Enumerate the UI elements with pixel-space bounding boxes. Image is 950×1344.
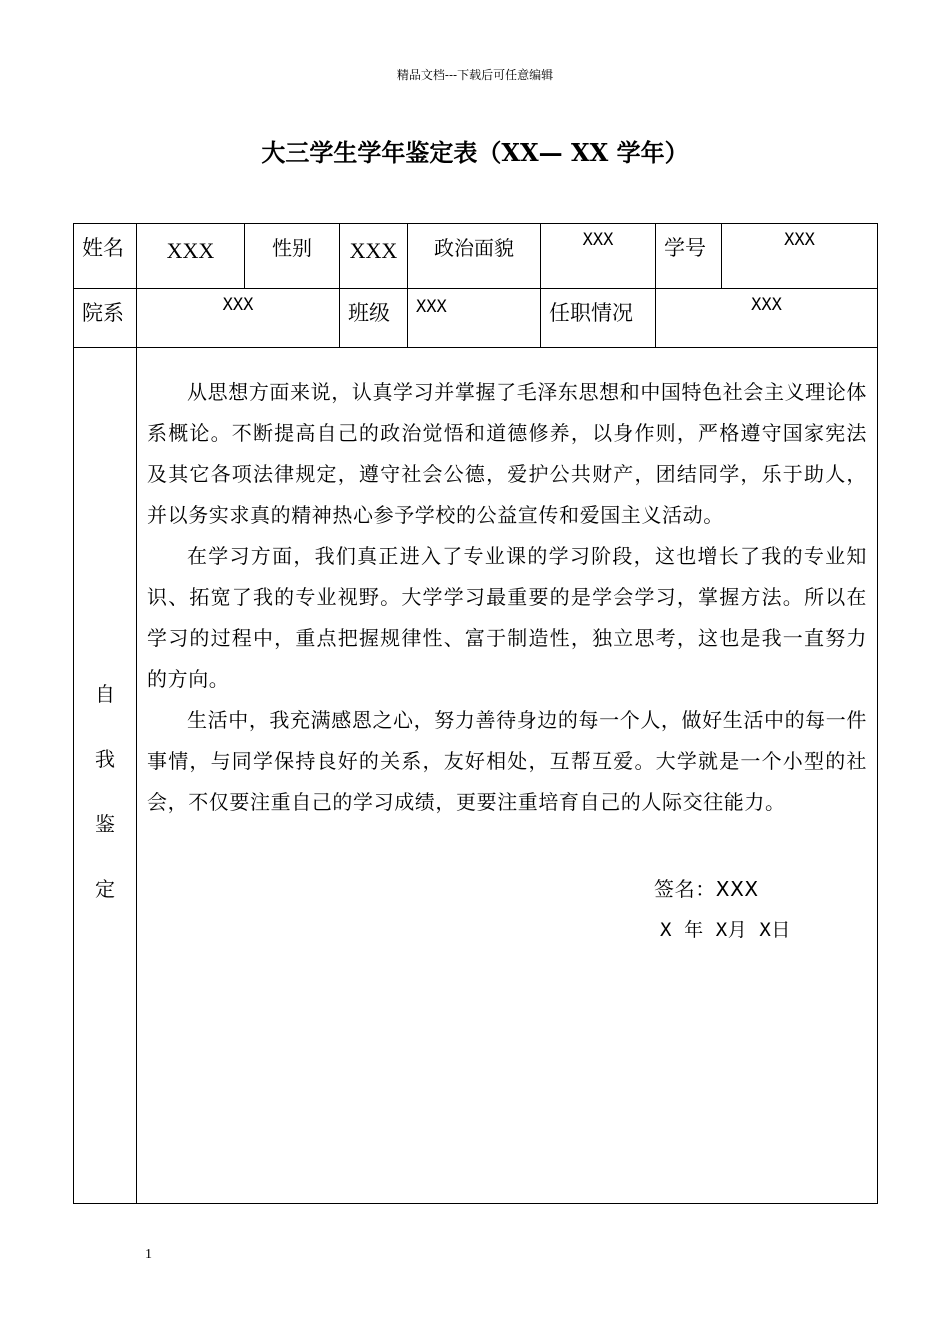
gender-value[interactable]: XXX (340, 224, 408, 289)
form-row-basic-info (74, 224, 878, 289)
paragraph-life: 生活中，我充满感恩之心，努力善待身边的每一个人，做好生活中的每一件事情，与同学保持良好的关系，友好相处，互帮互爱。大学就是一个小型的社会，不仅要注重自己的学习成绩，更要注重培育自己的人际交往能力。 (147, 708, 867, 814)
politics-label: 政治面貌 (408, 224, 541, 289)
signature-block (147, 869, 867, 951)
header-note: 精品文档---下载后可任意编辑 (396, 68, 554, 82)
gender-label: 性别 (245, 224, 340, 289)
name-label: 姓名 (74, 224, 137, 289)
self-eval-content (137, 348, 877, 951)
class-value[interactable]: XXX (408, 289, 541, 348)
paragraph-thought: 从思想方面来说，认真学习并掌握了毛泽东思想和中国特色社会主义理论体系概论。不断提高自己的政治觉悟和道德修养，以身作则，严格遵守国家宪法及其它各项法律规定，遵守社会公德，爱护公共财产，团结同学，乐于助人，并以务实求真的精神热心参予学校的公益宣传和爱国主义活动。 (147, 380, 867, 527)
self-eval-label-char: 定 (95, 876, 115, 901)
position-value[interactable]: XXX (656, 289, 878, 348)
self-eval-label-char: 鉴 (95, 811, 115, 836)
form-row-self-evaluation (74, 348, 878, 1204)
signature-line: 签名：XXX (654, 877, 759, 901)
self-eval-label-char: 自 (95, 681, 115, 706)
page-number: 1 (145, 1247, 152, 1262)
student-id-value[interactable]: XXX (722, 224, 878, 289)
paragraph-study: 在学习方面，我们真正进入了专业课的学习阶段，这也增长了我的专业知识、拓宽了我的专业视野。大学学习最重要的是学会学习，掌握方法。所以在学习的过程中，重点把握规律性、富于制造性，独立思考，这也是我一直努力的方向。 (147, 544, 867, 691)
evaluation-form (73, 223, 878, 1204)
name-value[interactable]: XXX (137, 224, 245, 289)
position-label: 任职情况 (541, 289, 656, 348)
self-eval-content-cell[interactable] (137, 348, 878, 1204)
form-row-affiliation (74, 289, 878, 348)
dept-value[interactable]: XXX (137, 289, 340, 348)
self-eval-label-char: 我 (95, 746, 115, 771)
date-line: X 年 X月 X日 (660, 919, 792, 941)
self-eval-label-cell (74, 348, 137, 1204)
page-title: 大三学生学年鉴定表（XX— XX 学年） (261, 138, 689, 167)
politics-value[interactable]: XXX (541, 224, 656, 289)
student-id-label: 学号 (656, 224, 722, 289)
self-eval-vertical-label (74, 348, 136, 1203)
class-label: 班级 (340, 289, 408, 348)
dept-label: 院系 (74, 289, 137, 348)
